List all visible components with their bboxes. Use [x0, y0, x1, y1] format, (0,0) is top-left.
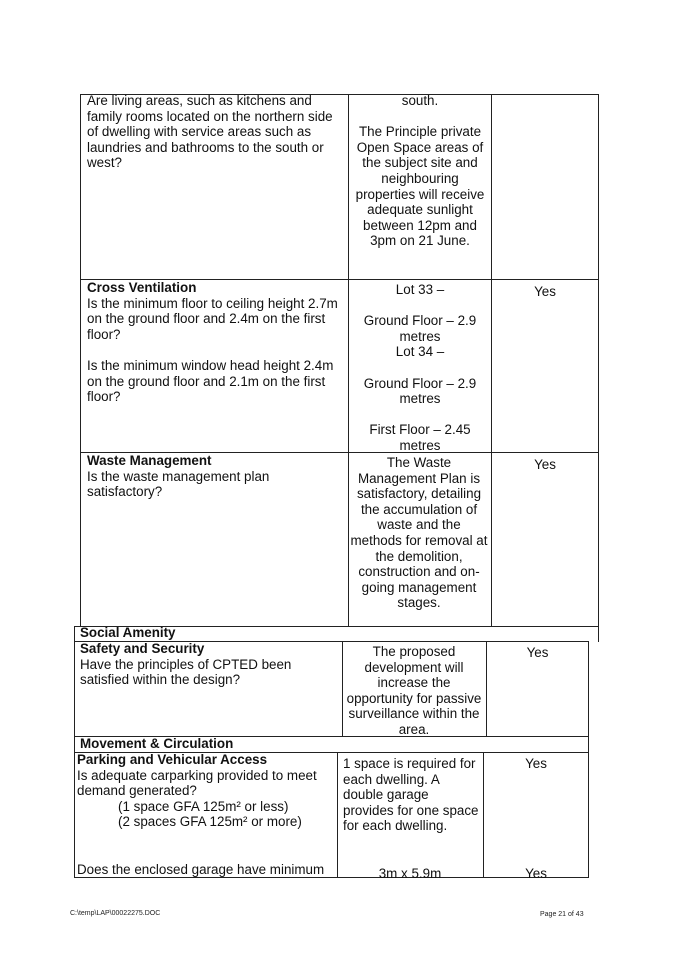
living-areas-comment: south. The Principle private Open Space areas of the subject site and neighbouring properties will receive adequate sunlight between 12pm and 3pm on 21 June.	[355, 93, 485, 249]
living-areas-question: Are living areas, such as kitchens and family rooms located on the northern side of dwelling with service areas such as laundries and bathrooms to the south or west?	[87, 93, 333, 171]
waste-management-compliance: Yes	[534, 457, 556, 472]
waste-management-heading: Waste Management	[87, 453, 212, 468]
column-divider	[337, 752, 338, 878]
parking-cell	[77, 752, 335, 830]
cross-ventilation-heading: Cross Ventilation	[87, 280, 197, 295]
table-border-left	[80, 94, 81, 626]
parking-heading: Parking and Vehicular Access	[77, 752, 268, 767]
cross-ventilation-question: Is the minimum floor to ceiling height 2.7m on the ground floor and 2.4m on the first floor? Is the minimum window head height 2.4m on the ground floor and 2.1m on the first floor?	[87, 295, 338, 405]
cross-ventilation-comment: Lot 33 – Ground Floor – 2.9 metres Lot 34 – Ground Floor – 2.9 metres First Floor – 2.45 metres	[363, 282, 477, 453]
waste-management-comment: The Waste Management Plan is satisfactory, detailing the accumulation of waste and the methods for removal at the demolition, construction and on-going management stages.	[350, 455, 488, 611]
waste-management-question: Is the waste management plan satisfactory?	[87, 468, 270, 500]
footer-file-path: C:\temp\LAP\00022275.DOC	[70, 910, 161, 917]
social-amenity-section-heading: Social Amenity	[80, 625, 176, 640]
safety-security-heading: Safety and Security	[80, 641, 205, 656]
section-border-right	[598, 626, 599, 642]
cross-ventilation-cell	[87, 280, 345, 405]
column-divider	[342, 641, 343, 737]
parking-compliance: Yes	[525, 756, 547, 771]
parking-comment: 1 space is required for each dwelling. A double garage provides for one space for each dwelling.	[343, 756, 479, 834]
parking-sub-rule-1: (1 space GFA 125m² or less)	[118, 798, 289, 814]
column-divider	[491, 94, 492, 626]
parking-sub-rule-2: (2 spaces GFA 125m² or more)	[118, 814, 302, 830]
cross-ventilation-compliance: Yes	[534, 284, 556, 299]
column-divider	[486, 641, 487, 737]
waste-management-cell	[87, 453, 345, 500]
garage-question: Does the enclosed garage have minimum	[77, 862, 325, 877]
garage-comment: 3m x 5.9m	[378, 866, 442, 881]
safety-security-comment: The proposed development will increase the opportunity for passive surveillance within the area.	[346, 644, 482, 737]
table-border-right	[598, 94, 599, 626]
column-divider	[483, 752, 484, 878]
footer-page-number: Page 21 of 43	[540, 911, 584, 918]
parking-question: Is adequate carparking provided to meet demand generated?	[77, 767, 317, 799]
safety-security-cell	[80, 641, 338, 688]
garage-compliance: Yes	[525, 866, 547, 881]
movement-circulation-section-heading: Movement & Circulation	[80, 736, 234, 751]
safety-security-compliance: Yes	[526, 645, 549, 660]
table-border-right	[588, 641, 589, 878]
safety-security-question: Have the principles of CPTED been satisfied within the design?	[80, 656, 292, 688]
